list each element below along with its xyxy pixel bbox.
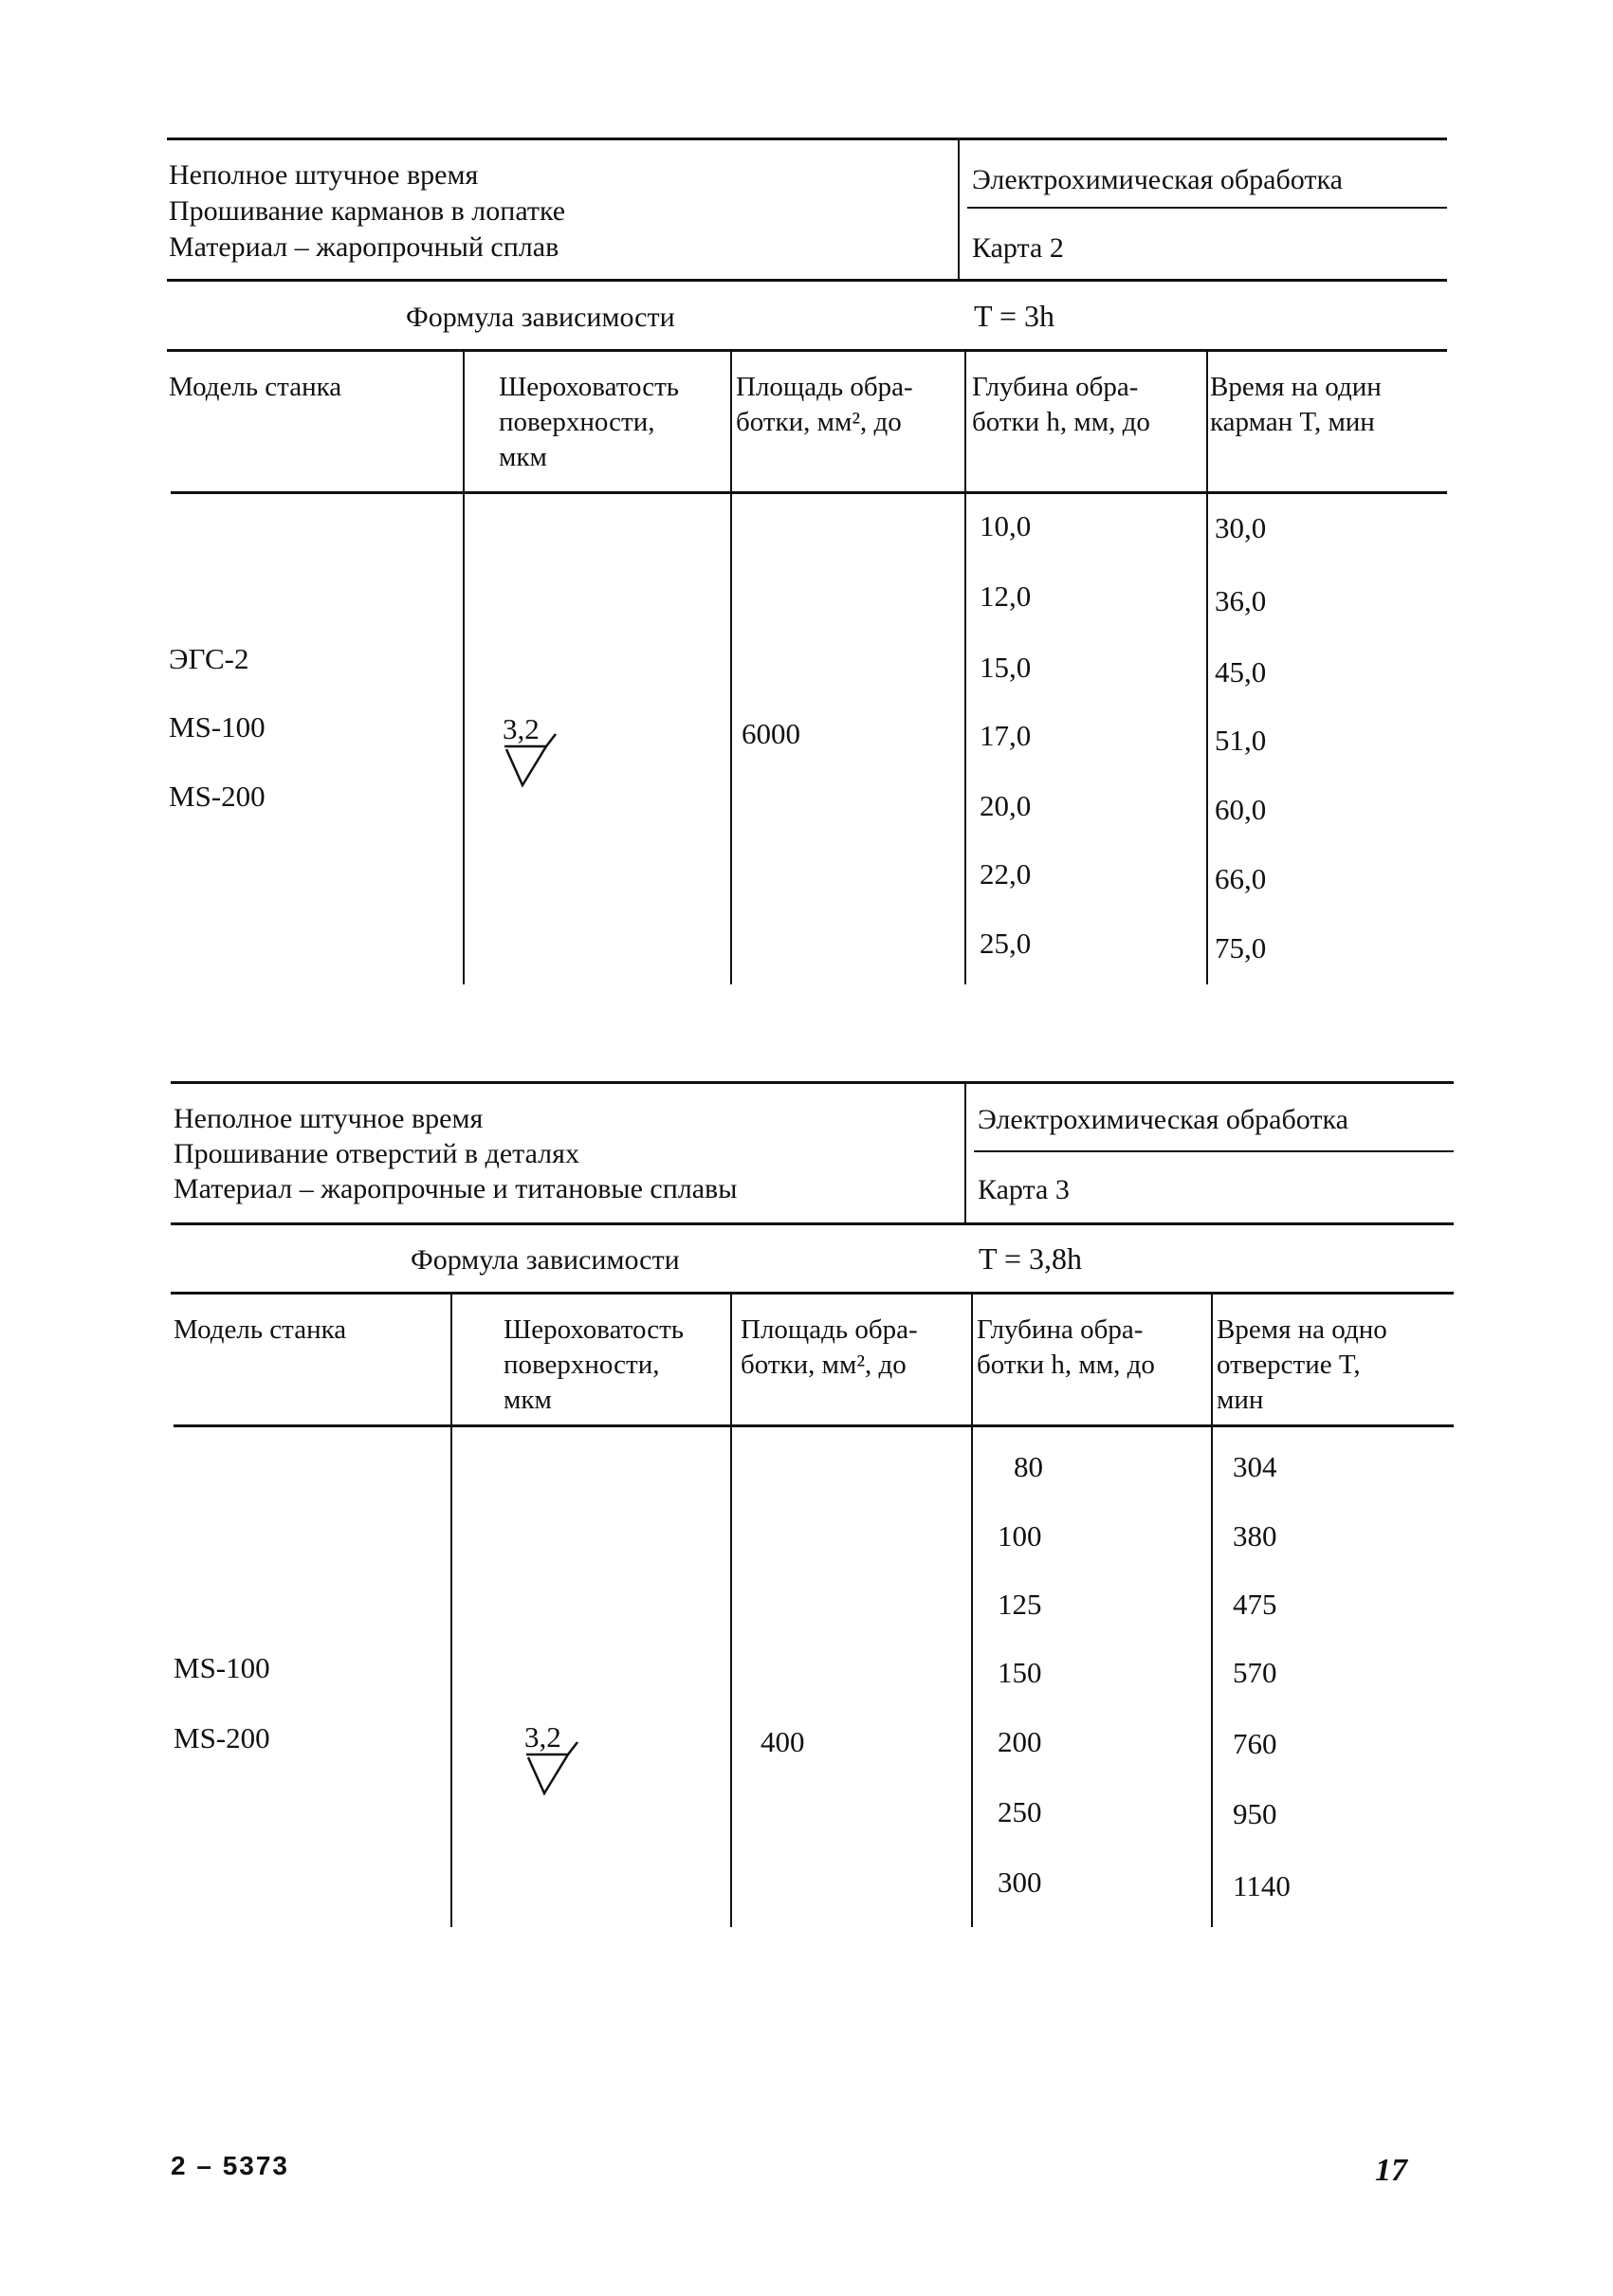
col-roughness [504, 1313, 684, 1418]
rule [463, 349, 465, 984]
formula-label: Формула зависимости [411, 1244, 680, 1276]
roughness-symbol [503, 713, 588, 799]
time-value: 75,0 [1215, 931, 1267, 964]
col-roughness-line: мкм [499, 442, 547, 472]
col-area-line: ботки, мм², до [736, 407, 902, 437]
depth-value: 200 [998, 1725, 1042, 1758]
rule [964, 349, 966, 984]
time-value: 36,0 [1215, 584, 1267, 617]
formula-value: T = 3h [974, 299, 1055, 333]
col-time [1210, 370, 1382, 440]
rule [174, 1424, 1454, 1427]
col-depth-line: ботки h, мм, до [972, 407, 1150, 437]
rule [730, 1292, 732, 1927]
time-value: 760 [1233, 1727, 1277, 1760]
header-material: Материал – жаропрочные и титановые сплавы [174, 1173, 738, 1204]
col-roughness-line: Шероховатость [504, 1314, 685, 1345]
header-material: Материал – жаропрочный сплав [169, 231, 559, 263]
depth-value: 20,0 [980, 789, 1032, 822]
formula-label: Формула зависимости [406, 302, 675, 333]
depth-value: 300 [998, 1865, 1042, 1899]
rule [450, 1292, 452, 1927]
time-value: 380 [1233, 1519, 1277, 1552]
machine-model: MS-200 [169, 780, 266, 813]
depth-value: 100 [998, 1519, 1042, 1552]
card-number: Карта 3 [978, 1174, 1070, 1205]
machine-model: MS-100 [174, 1651, 270, 1684]
col-time-line: карман T, мин [1210, 407, 1375, 437]
depth-value: 25,0 [980, 927, 1032, 960]
col-area-line: Площадь обра- [736, 372, 913, 402]
col-roughness-line: поверхности, [499, 407, 655, 437]
machine-model: MS-100 [169, 710, 266, 744]
depth-value: 250 [998, 1795, 1042, 1828]
area-value: 6000 [742, 717, 800, 750]
rule [167, 279, 1447, 282]
time-value: 51,0 [1215, 724, 1267, 757]
rule [974, 1150, 1454, 1152]
time-value: 45,0 [1215, 655, 1267, 689]
time-value: 475 [1233, 1588, 1277, 1621]
col-area-line: Площадь обра- [741, 1314, 918, 1345]
formula-value: T = 3,8h [979, 1241, 1083, 1276]
roughness-value: 3,2 [503, 712, 540, 745]
area-value: 400 [761, 1725, 805, 1758]
depth-value: 12,0 [980, 579, 1032, 613]
roughness-symbol [524, 1721, 610, 1807]
time-value: 950 [1233, 1797, 1277, 1830]
header-title: Неполное штучное время [169, 159, 479, 191]
col-area-line: ботки, мм², до [741, 1350, 907, 1380]
rule [967, 207, 1447, 209]
time-value: 66,0 [1215, 862, 1267, 895]
machine-model: MS-200 [174, 1721, 270, 1754]
header-process: Электрохимическая обработка [972, 164, 1343, 195]
roughness-value: 3,2 [524, 1720, 561, 1754]
rule [171, 491, 1447, 494]
depth-value: 125 [998, 1588, 1042, 1621]
col-depth-line: Глубина обра- [977, 1314, 1144, 1345]
rule [1211, 1292, 1213, 1927]
time-value: 570 [1233, 1656, 1277, 1689]
rule [171, 1081, 1454, 1084]
print-code: 2 – 5373 [171, 2151, 289, 2180]
col-roughness-line: Шероховатость [499, 372, 680, 402]
rule [964, 1081, 966, 1223]
depth-value: 17,0 [980, 719, 1032, 752]
depth-value: 150 [998, 1656, 1042, 1689]
col-time-line: Время на один [1210, 372, 1382, 402]
rule [1206, 349, 1208, 984]
header-process: Электрохимическая обработка [978, 1104, 1348, 1135]
depth-value: 22,0 [980, 857, 1032, 891]
col-depth-line: ботки h, мм, до [977, 1350, 1155, 1380]
col-depth [977, 1313, 1155, 1383]
col-time [1217, 1313, 1387, 1418]
col-area [741, 1313, 918, 1383]
rule [167, 138, 1447, 140]
col-area [736, 370, 913, 440]
col-roughness [499, 370, 679, 475]
col-depth-line: Глубина обра- [972, 372, 1139, 402]
rule [730, 349, 732, 984]
depth-value: 10,0 [980, 509, 1032, 542]
col-roughness-line: поверхности, [504, 1350, 660, 1380]
col-time-line: отверстие T, [1217, 1350, 1361, 1380]
time-value: 30,0 [1215, 511, 1267, 544]
header-title: Неполное штучное время [174, 1103, 484, 1134]
rule [971, 1292, 973, 1927]
col-depth [972, 370, 1150, 440]
depth-value: 80 [1014, 1450, 1043, 1483]
col-roughness-line: мкм [504, 1385, 552, 1415]
time-value: 304 [1233, 1450, 1277, 1483]
time-value: 1140 [1233, 1869, 1291, 1902]
rule [958, 138, 960, 280]
page-number: 17 [1375, 2153, 1407, 2188]
header-operation: Прошивание отверстий в деталях [174, 1138, 579, 1169]
col-machine-model: Модель станка [169, 372, 342, 402]
col-time-line: мин [1217, 1385, 1264, 1415]
header-operation: Прошивание карманов в лопатке [169, 195, 566, 227]
col-time-line: Время на одно [1217, 1314, 1387, 1345]
rule [167, 349, 1447, 352]
rule [171, 1222, 1454, 1225]
col-machine-model: Модель станка [174, 1314, 347, 1345]
roughness-triangle-icon [524, 1721, 610, 1807]
roughness-triangle-icon [503, 713, 588, 799]
rule [171, 1292, 1454, 1295]
card-number: Карта 2 [972, 232, 1064, 264]
depth-value: 15,0 [980, 651, 1032, 684]
machine-model: ЭГС-2 [169, 642, 249, 675]
time-value: 60,0 [1215, 793, 1267, 826]
